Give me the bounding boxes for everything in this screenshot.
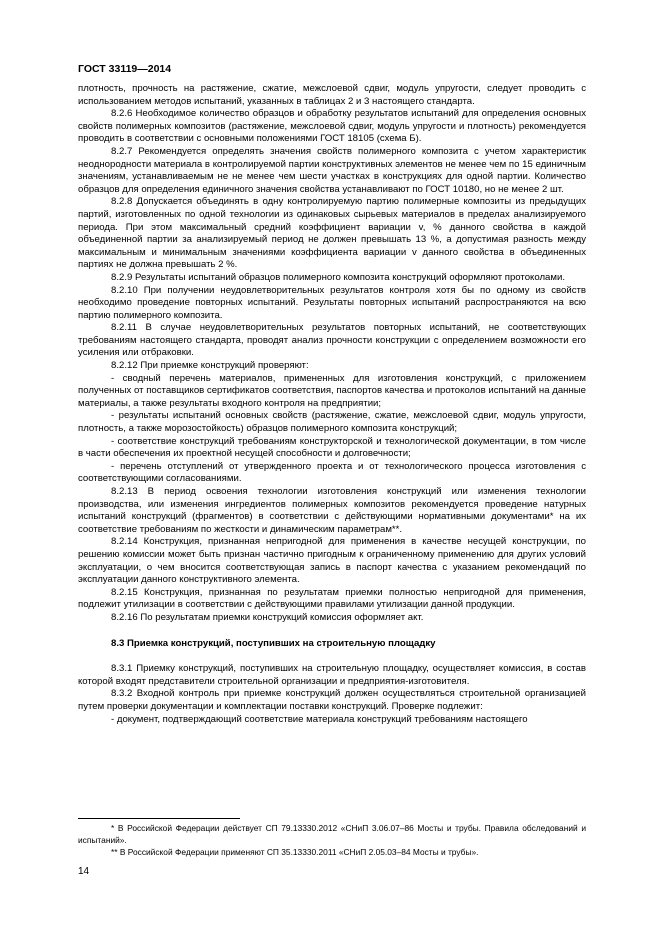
paragraph: 8.2.6 Необходимое количество образцов и обработку результатов испытаний для определения основных свойств полимерных композитов (растяжение, межслоевой сдвиг, модуль упругости и плотность) рекомендуется проводить в соответствии с основными положениями ГОСТ 18105 (схема Б). (78, 108, 586, 145)
list-item: - сводный перечень материалов, примененных для изготовления конструкций, с приложением полученных от поставщиков сертификатов соответствия, паспортов качества и протоколов испытаний на данные материалы, а также результаты входного контроля на предприятии; (78, 372, 586, 409)
paragraph: 8.2.10 При получении неудовлетворительных результатов контроля хотя бы по одному из свойств необходимо проведение повторных испытаний. Результаты повторных испытаний распространяются на всю партию полимерного композита. (78, 284, 586, 321)
paragraph: плотность, прочность на растяжение, сжатие, межслоевой сдвиг, модуль упругости, следует проводить с использованием методов испытаний, указанных в таблицах 2 и 3 настоящего стандарта. (78, 83, 586, 107)
paragraph: 8.2.14 Конструкция, признанная непригодной для применения в качестве несущей конструкции, по решению комиссии может быть признан частично пригодным к ограниченному применению для других условий эксплуатации, о чем вносится соответствующая запись в паспорт качества с указанием рекомендаций по эксплуатации данного конструктивного элемента. (78, 536, 586, 586)
paragraph: 8.3.2 Входной контроль при приемке конструкций должен осуществляться строительной организацией путем проверки документации и комплектации поставки конструкций. Проверке подлежит: (78, 688, 586, 712)
list-item: - результаты испытаний основных свойств (растяжение, сжатие, межслоевой сдвиг, модуль упругости, плотность, а также морозостойкость) образцов полимерного композита конструкций; (78, 410, 586, 435)
paragraph: 8.2.16 По результатам приемки конструкций комиссия оформляет акт. (111, 611, 424, 623)
paragraph: 8.2.13 В период освоения технологии изготовления конструкций или изменения технологии производства, или изменения ингредиентов полимерных композитов рекомендуется проведение натурных испытаний конструкций (фрагментов) в соответствии с действующими нормативными документами* на их соответствие требованиям по жесткости и динамическим параметрам**. (78, 486, 586, 535)
footnote-divider (78, 818, 240, 819)
list-item: - перечень отступлений от утвержденного проекта и от технологического процесса изготовления с соответствующими согласованиями. (78, 460, 586, 485)
footnote: * В Российской Федерации действует СП 79.13330.2012 «СНиП 3.06.07–86 Мосты и трубы. Правила обследований и испытаний». (78, 823, 586, 845)
list-item: - соответствие конструкций требованиям конструкторской и технологической документации, в том числе в части обеспечения их проектной несущей способности и долговечности; (78, 435, 586, 460)
page-number: 14 (78, 866, 90, 877)
paragraph: 8.2.9 Результаты испытаний образцов полимерного композита конструкций оформляют протоколами. (111, 271, 566, 283)
paragraph: 8.2.7 Рекомендуется определять значения свойств полимерного композита с учетом характеристик неоднородности материала в контролируемой партии конструктивных элементов не менее чем по 15 единичным значениям, устанавливаемым не не менее чем шести участках в конструкциях для одной партии. Количество образцов для определения единичного значения свойства устанавливают по ГОСТ 10180, но не менее 2 шт. (78, 145, 586, 195)
document-header: ГОСТ 33119—2014 (78, 63, 172, 75)
document-body (78, 83, 586, 726)
list-item: - документ, подтверждающий соответствие материала конструкций требованиям настоящего (111, 713, 528, 725)
footnote: ** В Российской Федерации применяют СП 35.13330.2011 «СНиП 2.05.03–84 Мосты и трубы». (111, 847, 479, 857)
paragraph: 8.2.11 В случае неудовлетворительных результатов повторных испытаний, не соответствующих требованиям настоящего стандарта, проводят анализ прочности конструкции с определением возможности его усиления или отбраковки. (78, 322, 586, 359)
paragraph: 8.3.1 Приемку конструкций, поступивших на строительную площадку, осуществляет комиссия, в состав которой входят представители строительной организации и предприятия-изготовителя. (78, 663, 586, 687)
paragraph: 8.2.12 При приемке конструкций проверяют: (111, 360, 309, 372)
section-heading: 8.3 Приемка конструкций, поступивших на строительную площадку (111, 637, 436, 649)
paragraph: 8.2.8 Допускается объединять в одну контролируемую партию полимерные композиты из предыдущих партий, изготовленных по одной технологии из одинаковых сырьевых материалов в пределах анализируемого периода. При этом максимальный средний коэффициент вариации v, % данного свойства в каждой объединенной партии за анализируемый период не должен превышать 13 %, а допустимая разность между максимальным и минимальным значениями коэффициента вариации v данного свойства в объединенных партиях не должна превышать 2 %. (78, 196, 586, 271)
paragraph: 8.2.15 Конструкция, признанная по результатам приемки полностью непригодной для применения, подлежит утилизации в соответствии с действующими правилами утилизации данной продукции. (78, 586, 586, 611)
